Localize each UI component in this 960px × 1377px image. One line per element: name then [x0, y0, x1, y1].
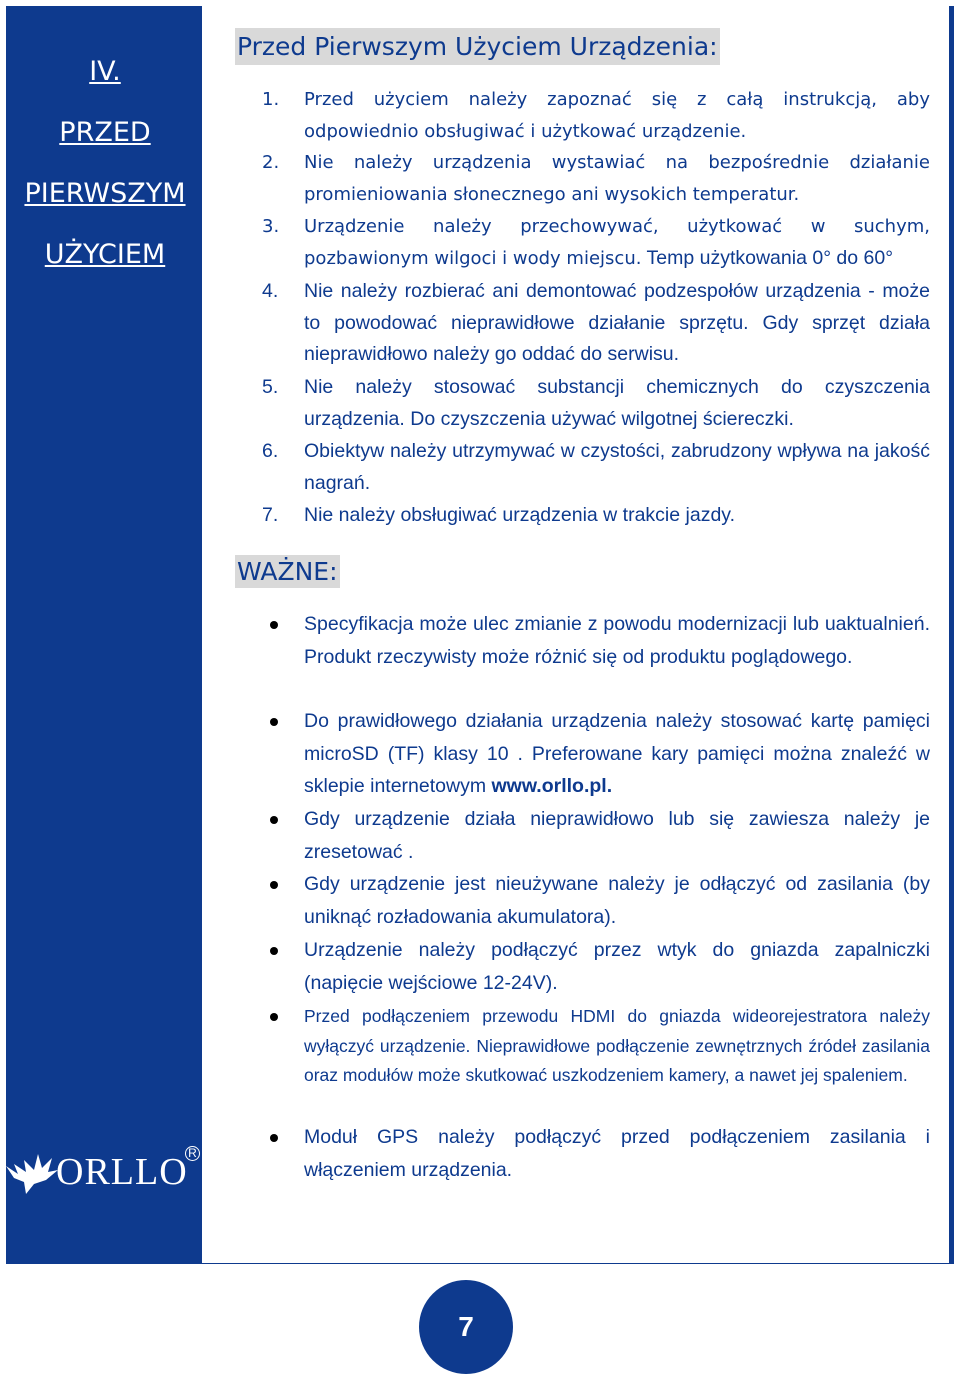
shop-link[interactable]: www.orllo.pl. [491, 775, 613, 797]
bullet-text: Specyfikacja może ulec zmianie z powodu modernizacji lub uaktualnień. Produkt rzeczywisty może różnić się od produktu poglądowego. [304, 613, 930, 668]
list-item [262, 500, 930, 532]
section-number: IV. [89, 56, 121, 87]
page-number: 7 [458, 1311, 474, 1342]
bullet-text-main: Do prawidłowego działania urządzenia należy stosować kartę pamięci microSD (TF) klasy 10 . Preferowane kary pamięci można znaleźć w sklepie internetowym [304, 710, 930, 797]
page-title: Przed Pierwszym Użyciem Urządzenia: [235, 28, 720, 65]
usage-temperature: Temp użytkowania 0° do 60° [641, 246, 894, 269]
list-item-text: Nie należy stosować substancji chemicznych do czyszczenia urządzenia. Do czyszczenia używać wilgotnej ściereczki. [304, 376, 930, 430]
bullet-item [262, 1121, 930, 1186]
bullet-icon [270, 621, 278, 629]
list-item-number: 2. [262, 152, 280, 173]
bullet-item [262, 934, 930, 999]
bullet-icon [270, 881, 278, 889]
list-item [262, 372, 930, 435]
bullet-item [262, 803, 930, 868]
list-item-text [304, 211, 930, 274]
bullet-icon [270, 718, 278, 726]
bullet-item [262, 868, 930, 933]
list-item-number: 3. [262, 216, 280, 237]
eagle-icon [4, 1144, 60, 1200]
bullet-icon [270, 947, 278, 955]
page-number-badge [419, 1280, 513, 1374]
list-item-number: 7. [262, 504, 279, 526]
logo-wordmark: ORLLO [56, 1151, 188, 1193]
list-item-text: Przed użyciem należy zapoznać się z całą instrukcją, aby odpowiednio obsługiwać i użytkować urządzenie. [304, 89, 930, 142]
list-item [262, 84, 930, 147]
list-item [262, 211, 930, 274]
bullet-item [262, 1002, 930, 1091]
bullet-icon [270, 816, 278, 824]
bullet-text: Gdy urządzenie jest nieużywane należy je odłączyć od zasilania (by uniknąć rozładowania akumulatora). [304, 873, 930, 928]
sidebar-title-line3: UŻYCIEM [44, 239, 166, 270]
bullet-text [304, 705, 930, 803]
bullet-item [262, 705, 930, 803]
list-item-number: 6. [262, 440, 279, 462]
important-heading: WAŻNE: [237, 557, 338, 586]
bullet-item [262, 608, 930, 673]
list-item-text: Nie należy urządzenia wystawiać na bezpośrednie działanie promieniowania słonecznego ani wysokich temperatur. [304, 152, 930, 205]
list-item-number: 1. [262, 89, 280, 110]
orllo-logo [4, 1140, 199, 1200]
sidebar-title-line2: PIERWSZYM [24, 178, 186, 209]
bullet-text: Przed podłączeniem przewodu HDMI do gniazda wideorejestratora należy wyłączyć urządzenie. Nieprawidłowe podłączenie zewnętrznych źródeł zasilania oraz modułów może skutkować uszkodzeniem kamery, a nawet jej spaleniem. [304, 1006, 930, 1085]
list-item [262, 436, 930, 499]
bullet-text: Urządzenie należy podłączyć przez wtyk do gniazda zapalniczki (napięcie wejściowe 12-24V). [304, 939, 930, 994]
list-item-number: 5. [262, 376, 279, 398]
list-item-text: Nie należy rozbierać ani demontować podzespołów urządzenia - może to powodować nieprawidłowe działanie sprzętu. Gdy sprzęt działa nieprawidłowo należy go oddać do serwisu. [304, 280, 930, 365]
list-item [262, 276, 930, 371]
registered-mark: R [185, 1146, 200, 1161]
list-item-text: Nie należy obsługiwać urządzenia w trakcie jazdy. [304, 504, 736, 526]
sidebar-title-line1: PRZED [59, 117, 151, 148]
list-item [262, 147, 930, 210]
bullet-icon [270, 1013, 278, 1021]
bullet-text: Moduł GPS należy podłączyć przed podłączeniem zasilania i włączeniem urządzenia. [304, 1126, 930, 1181]
list-item-text-main: Urządzenie należy przechowywać, użytkować w suchym, pozbawionym wilgoci i wody miejscu. [304, 216, 930, 269]
list-item-number: 4. [262, 280, 279, 302]
list-item-text: Obiektyw należy utrzymywać w czystości, zabrudzony wpływa na jakość nagrań. [304, 440, 930, 494]
bullet-text: Gdy urządzenie działa nieprawidłowo lub się zawiesza należy je zresetować . [304, 808, 930, 863]
bullet-icon [270, 1134, 278, 1142]
